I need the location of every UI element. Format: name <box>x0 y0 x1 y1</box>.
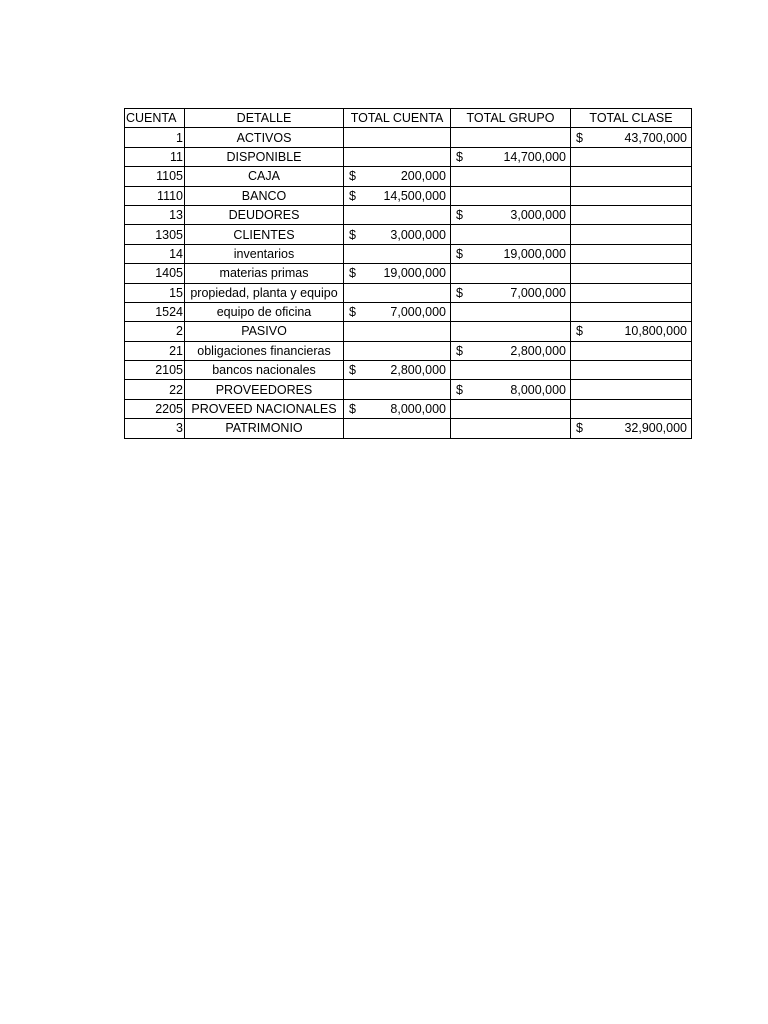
total-cuenta-cell <box>344 419 451 438</box>
detalle-cell: ACTIVOS <box>185 128 344 147</box>
total-clase-cell <box>571 283 692 302</box>
cuenta-cell: 1110 <box>125 186 185 205</box>
detalle-cell: bancos nacionales <box>185 361 344 380</box>
table-row <box>125 399 692 418</box>
total-cuenta-cell <box>344 147 451 166</box>
detalle-cell: inventarios <box>185 244 344 263</box>
total-grupo-cell <box>451 186 571 205</box>
total-clase-cell <box>571 302 692 321</box>
total-cuenta-cell <box>344 283 451 302</box>
detalle-cell: PASIVO <box>185 322 344 341</box>
currency-symbol: $ <box>349 227 356 242</box>
table-row <box>125 167 692 186</box>
cuenta-cell: 14 <box>125 244 185 263</box>
amount-value: 3,000,000 <box>510 208 566 223</box>
detalle-cell: DEUDORES <box>185 205 344 224</box>
total-cuenta-cell <box>344 244 451 263</box>
total-grupo-cell <box>451 244 571 263</box>
cuenta-cell: 1 <box>125 128 185 147</box>
total-grupo-cell <box>451 341 571 360</box>
total-clase-cell <box>571 205 692 224</box>
amount-value: 2,800,000 <box>390 363 446 378</box>
table-row <box>125 302 692 321</box>
currency-symbol: $ <box>456 246 463 261</box>
total-grupo-cell <box>451 322 571 341</box>
detalle-cell: PATRIMONIO <box>185 419 344 438</box>
total-clase-cell <box>571 128 692 147</box>
table-row <box>125 244 692 263</box>
currency-symbol: $ <box>576 130 583 145</box>
total-grupo-cell <box>451 128 571 147</box>
amount-value: 19,000,000 <box>503 246 566 261</box>
currency-symbol: $ <box>456 382 463 397</box>
total-clase-cell <box>571 264 692 283</box>
amount-value: 14,700,000 <box>503 149 566 164</box>
table-row <box>125 186 692 205</box>
amount-value: 8,000,000 <box>510 382 566 397</box>
total-grupo-cell <box>451 225 571 244</box>
currency-symbol: $ <box>456 208 463 223</box>
account-table <box>124 108 692 439</box>
total-cuenta-cell <box>344 205 451 224</box>
cuenta-cell: 2205 <box>125 399 185 418</box>
total-clase-cell <box>571 419 692 438</box>
total-grupo-cell <box>451 205 571 224</box>
currency-symbol: $ <box>349 363 356 378</box>
table-row <box>125 205 692 224</box>
total-grupo-cell <box>451 283 571 302</box>
cuenta-cell: 1305 <box>125 225 185 244</box>
total-clase-cell <box>571 167 692 186</box>
total-clase-cell <box>571 380 692 399</box>
header-total-clase: TOTAL CLASE <box>571 109 692 128</box>
cuenta-cell: 1524 <box>125 302 185 321</box>
cuenta-cell: 1105 <box>125 167 185 186</box>
total-clase-cell <box>571 361 692 380</box>
cuenta-cell: 15 <box>125 283 185 302</box>
table-body <box>125 128 692 438</box>
total-grupo-cell <box>451 167 571 186</box>
detalle-cell: BANCO <box>185 186 344 205</box>
currency-symbol: $ <box>456 343 463 358</box>
table-row <box>125 264 692 283</box>
currency-symbol: $ <box>456 149 463 164</box>
table-row <box>125 380 692 399</box>
header-total-cuenta: TOTAL CUENTA <box>344 109 451 128</box>
total-cuenta-cell <box>344 399 451 418</box>
cuenta-cell: 22 <box>125 380 185 399</box>
total-cuenta-cell <box>344 128 451 147</box>
total-cuenta-cell <box>344 264 451 283</box>
detalle-cell: obligaciones financieras <box>185 341 344 360</box>
total-grupo-cell <box>451 399 571 418</box>
table-row <box>125 147 692 166</box>
total-grupo-cell <box>451 380 571 399</box>
cuenta-cell: 2 <box>125 322 185 341</box>
detalle-cell: PROVEED NACIONALES <box>185 399 344 418</box>
amount-value: 3,000,000 <box>390 227 446 242</box>
total-grupo-cell <box>451 302 571 321</box>
amount-value: 7,000,000 <box>510 285 566 300</box>
total-cuenta-cell <box>344 361 451 380</box>
total-cuenta-cell <box>344 167 451 186</box>
cuenta-cell: 13 <box>125 205 185 224</box>
cuenta-cell: 1405 <box>125 264 185 283</box>
amount-value: 43,700,000 <box>624 130 687 145</box>
total-clase-cell <box>571 341 692 360</box>
detalle-cell: propiedad, planta y equipo <box>185 283 344 302</box>
total-clase-cell <box>571 399 692 418</box>
total-clase-cell <box>571 322 692 341</box>
currency-symbol: $ <box>349 169 356 184</box>
table-row <box>125 341 692 360</box>
cuenta-cell: 11 <box>125 147 185 166</box>
header-cuenta: CUENTA <box>125 109 185 128</box>
total-cuenta-cell <box>344 322 451 341</box>
header-detalle: DETALLE <box>185 109 344 128</box>
amount-value: 200,000 <box>400 169 446 184</box>
amount-value: 7,000,000 <box>390 305 446 320</box>
amount-value: 10,800,000 <box>624 324 687 339</box>
currency-symbol: $ <box>349 188 356 203</box>
amount-value: 2,800,000 <box>510 343 566 358</box>
cuenta-cell: 3 <box>125 419 185 438</box>
detalle-cell: CAJA <box>185 167 344 186</box>
currency-symbol: $ <box>576 421 583 436</box>
cuenta-cell: 21 <box>125 341 185 360</box>
table-row <box>125 322 692 341</box>
header-row <box>125 109 692 128</box>
amount-value: 14,500,000 <box>383 188 446 203</box>
total-cuenta-cell <box>344 186 451 205</box>
total-cuenta-cell <box>344 380 451 399</box>
currency-symbol: $ <box>576 324 583 339</box>
total-grupo-cell <box>451 361 571 380</box>
detalle-cell: equipo de oficina <box>185 302 344 321</box>
total-clase-cell <box>571 244 692 263</box>
total-cuenta-cell <box>344 225 451 244</box>
currency-symbol: $ <box>456 285 463 300</box>
table-row <box>125 225 692 244</box>
table-row <box>125 283 692 302</box>
amount-value: 19,000,000 <box>383 266 446 281</box>
amount-value: 32,900,000 <box>624 421 687 436</box>
detalle-cell: materias primas <box>185 264 344 283</box>
header-total-grupo: TOTAL GRUPO <box>451 109 571 128</box>
detalle-cell: CLIENTES <box>185 225 344 244</box>
total-grupo-cell <box>451 419 571 438</box>
currency-symbol: $ <box>349 305 356 320</box>
cuenta-cell: 2105 <box>125 361 185 380</box>
currency-symbol: $ <box>349 402 356 417</box>
total-clase-cell <box>571 147 692 166</box>
amount-value: 8,000,000 <box>390 402 446 417</box>
total-cuenta-cell <box>344 302 451 321</box>
total-clase-cell <box>571 225 692 244</box>
total-clase-cell <box>571 186 692 205</box>
currency-symbol: $ <box>349 266 356 281</box>
total-cuenta-cell <box>344 341 451 360</box>
detalle-cell: DISPONIBLE <box>185 147 344 166</box>
table-row <box>125 419 692 438</box>
table-row <box>125 128 692 147</box>
table-row <box>125 361 692 380</box>
detalle-cell: PROVEEDORES <box>185 380 344 399</box>
total-grupo-cell <box>451 147 571 166</box>
total-grupo-cell <box>451 264 571 283</box>
